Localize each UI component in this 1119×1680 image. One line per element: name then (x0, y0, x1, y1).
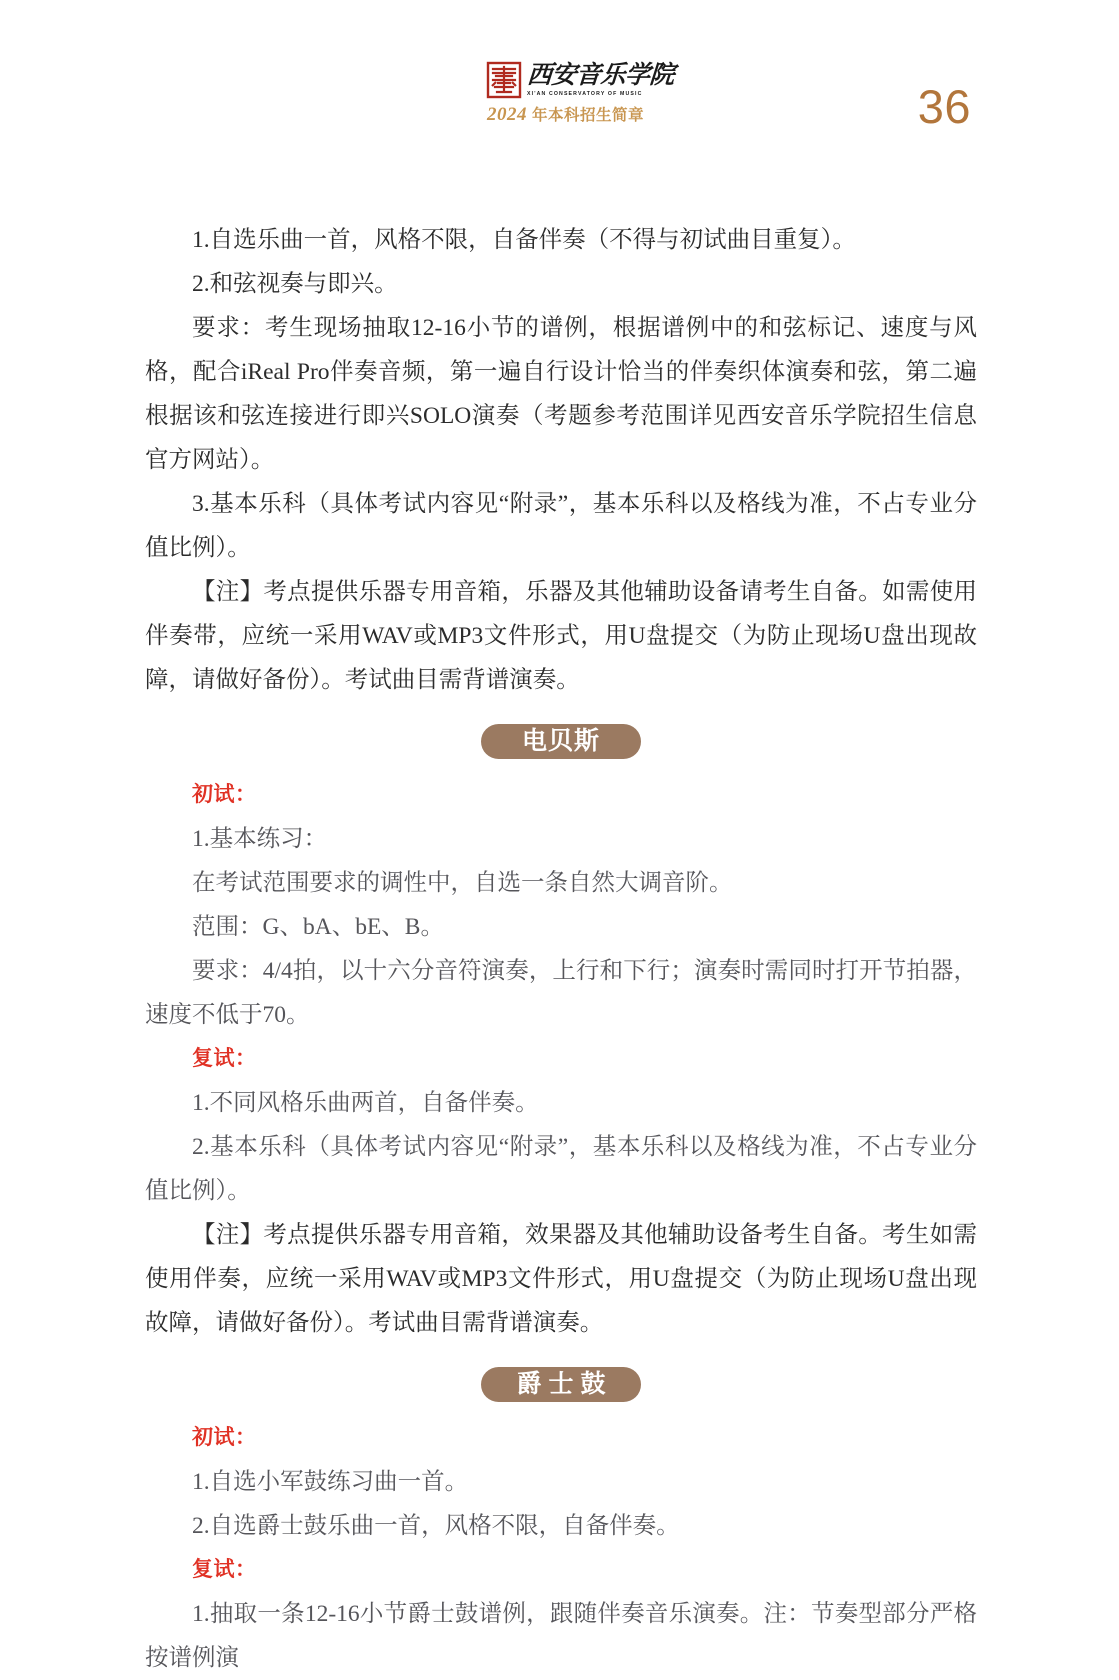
body-paragraph: 2.自选爵士鼓乐曲一首，风格不限，自备伴奏。 (192, 1513, 680, 1539)
body-paragraph: 在考试范围要求的调性中，自选一条自然大调音阶。 (192, 870, 733, 896)
institution-name-en: XI'AN CONSERVATORY OF MUSIC (527, 91, 643, 97)
exam-stage-label: 初试： (192, 1426, 257, 1449)
institution-logo (487, 62, 675, 140)
body-paragraph: 1.自选乐曲一首，风格不限，自备伴奏（不得与初试曲目重复）。 (192, 227, 856, 253)
spacer (145, 1345, 977, 1367)
body-paragraph: 1.自选小军鼓练习曲一首。 (192, 1469, 469, 1495)
logo-text-block (527, 62, 674, 98)
body-paragraph: 范围：G、bA、bE、B。 (192, 914, 444, 940)
brochure-subtitle-cn: 年本科招生简章 (532, 107, 645, 124)
body-paragraph: 1.不同风格乐曲两首，自备伴奏。 (192, 1090, 539, 1116)
section-banner: 电贝斯 (481, 724, 641, 759)
section-banner: 爵士鼓 (481, 1367, 641, 1402)
seal-icon (487, 62, 521, 98)
body-paragraph: 1.基本练习： (192, 826, 328, 852)
logo-row (487, 62, 675, 98)
exam-stage-label: 复试： (192, 1558, 257, 1581)
body-paragraph: 3.基本乐科（具体考试内容见“附录”，基本乐科以及格线为准，不占专业分值比例）。 (145, 491, 977, 561)
institution-name-cn: 西安音乐学院 (526, 62, 675, 89)
spacer (145, 759, 977, 773)
body-paragraph: 要求：4/4拍，以十六分音符演奏，上行和下行；演奏时需同时打开节拍器，速度不低于70。 (145, 958, 977, 1028)
page-header (0, 0, 1119, 175)
body-paragraph: 2.和弦视奏与即兴。 (192, 271, 398, 297)
spacer (145, 1402, 977, 1416)
body-paragraph: 【注】考点提供乐器专用音箱，效果器及其他辅助设备考生自备。考生如需使用伴奏，应统一采用WAV或MP3文件形式，用U盘提交（为防止现场U盘出现故障，请做好备份）。考试曲目需背谱演奏。 (145, 1222, 977, 1336)
page-number: 36 (917, 80, 971, 133)
body-paragraph: 要求：考生现场抽取12-16小节的谱例，根据谱例中的和弦标记、速度与风格，配合iReal Pro伴奏音频，第一遍自行设计恰当的伴奏织体演奏和弦，第二遍根据该和弦连接进行即兴SOLO演奏（考题参考范围详见西安音乐学院招生信息官方网站）。 (145, 315, 977, 473)
brochure-year: 2024 (487, 104, 527, 125)
section-banner-wrap (145, 1367, 977, 1402)
body-paragraph: 1.抽取一条12-16小节爵士鼓谱例，跟随伴奏音乐演奏。注：节奏型部分严格按谱例演 (145, 1601, 977, 1671)
exam-stage-label: 初试： (192, 783, 257, 806)
spacer (145, 702, 977, 724)
page-content (145, 218, 977, 1680)
body-paragraph: 【注】考点提供乐器专用音箱，乐器及其他辅助设备请考生自备。如需使用伴奏带，应统一采用WAV或MP3文件形式，用U盘提交（为防止现场U盘出现故障，请做好备份）。考试曲目需背谱演奏。 (145, 579, 977, 693)
exam-stage-label: 复试： (192, 1047, 257, 1070)
body-paragraph: 2.基本乐科（具体考试内容见“附录”，基本乐科以及格线为准，不占专业分值比例）。 (145, 1134, 977, 1204)
brochure-subtitle (487, 105, 667, 124)
section-banner-wrap (145, 724, 977, 759)
